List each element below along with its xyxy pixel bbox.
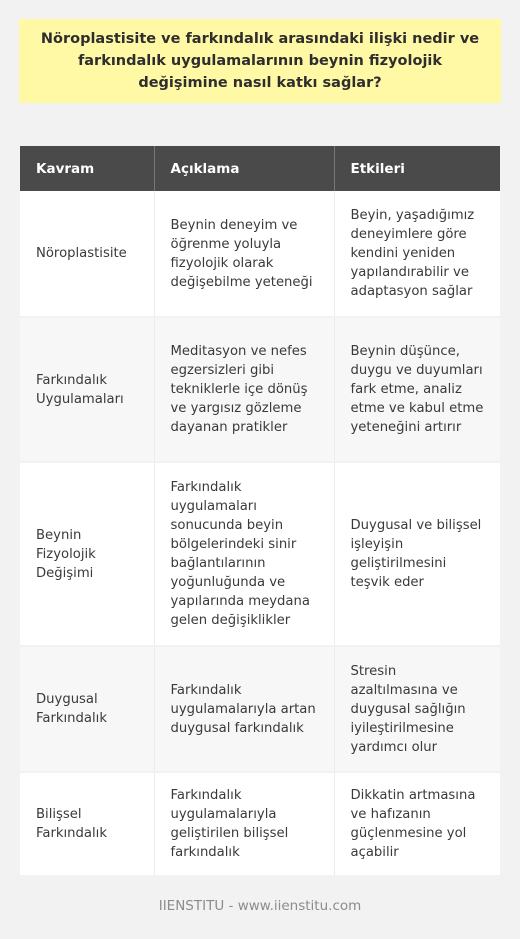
title-banner — [19, 19, 501, 103]
concept-table — [20, 146, 500, 877]
description-cell: Farkındalık uygulamaları sonucunda beyin bölgelerindeki sinir bağlantılarının yoğunluğunda ve yapılarında meydana gelen değişiklikler — [154, 462, 334, 646]
footer-credit: IIENSTITU - www.iienstitu.com — [158, 898, 362, 914]
effects-cell: Stresin azaltılmasına ve duygusal sağlığın iyileştirilmesine yardımcı olur — [334, 646, 500, 772]
table-row — [20, 317, 500, 462]
description-cell: Meditasyon ve nefes egzersizleri gibi tekniklerle içe dönüş ve yargısız gözleme dayanan pratikler — [154, 317, 334, 462]
concept-cell: Duygusal Farkındalık — [20, 646, 154, 772]
header-kavram: Kavram — [20, 146, 154, 191]
effects-cell: Dikkatin artmasına ve hafızanın güçlenmesine yol açabilir — [334, 772, 500, 876]
effects-cell: Beynin düşünce, duygu ve duyumları fark etme, analiz etme ve kabul etme yeteneğini artırır — [334, 317, 500, 462]
description-cell: Farkındalık uygulamalarıyla artan duygusal farkındalık — [154, 646, 334, 772]
concept-cell: Beynin Fizyolojik Değişimi — [20, 462, 154, 646]
concept-cell: Farkındalık Uygulamaları — [20, 317, 154, 462]
table-row — [20, 772, 500, 876]
description-cell: Farkındalık uygulamalarıyla geliştirilen bilişsel farkındalık — [154, 772, 334, 876]
concept-cell: Bilişsel Farkındalık — [20, 772, 154, 876]
table-header-row — [20, 146, 500, 191]
effects-cell: Duygusal ve bilişsel işleyişin geliştirilmesini teşvik eder — [334, 462, 500, 646]
effects-cell: Beyin, yaşadığımız deneyimlere göre kendini yeniden yapılandırabilir ve adaptasyon sağlar — [334, 191, 500, 317]
table-row — [20, 191, 500, 317]
page-title: Nöroplastisite ve farkındalık arasındaki ilişki nedir ve farkındalık uygulamalarının beynin fizyolojik değişimine nasıl katkı sağlar? — [40, 31, 480, 91]
header-etkileri: Etkileri — [334, 146, 500, 191]
header-aciklama: Açıklama — [154, 146, 334, 191]
table-row — [20, 462, 500, 646]
concept-cell: Nöroplastisite — [20, 191, 154, 317]
table-row — [20, 646, 500, 772]
description-cell: Beynin deneyim ve öğrenme yoluyla fizyolojik olarak değişebilme yeteneği — [154, 191, 334, 317]
